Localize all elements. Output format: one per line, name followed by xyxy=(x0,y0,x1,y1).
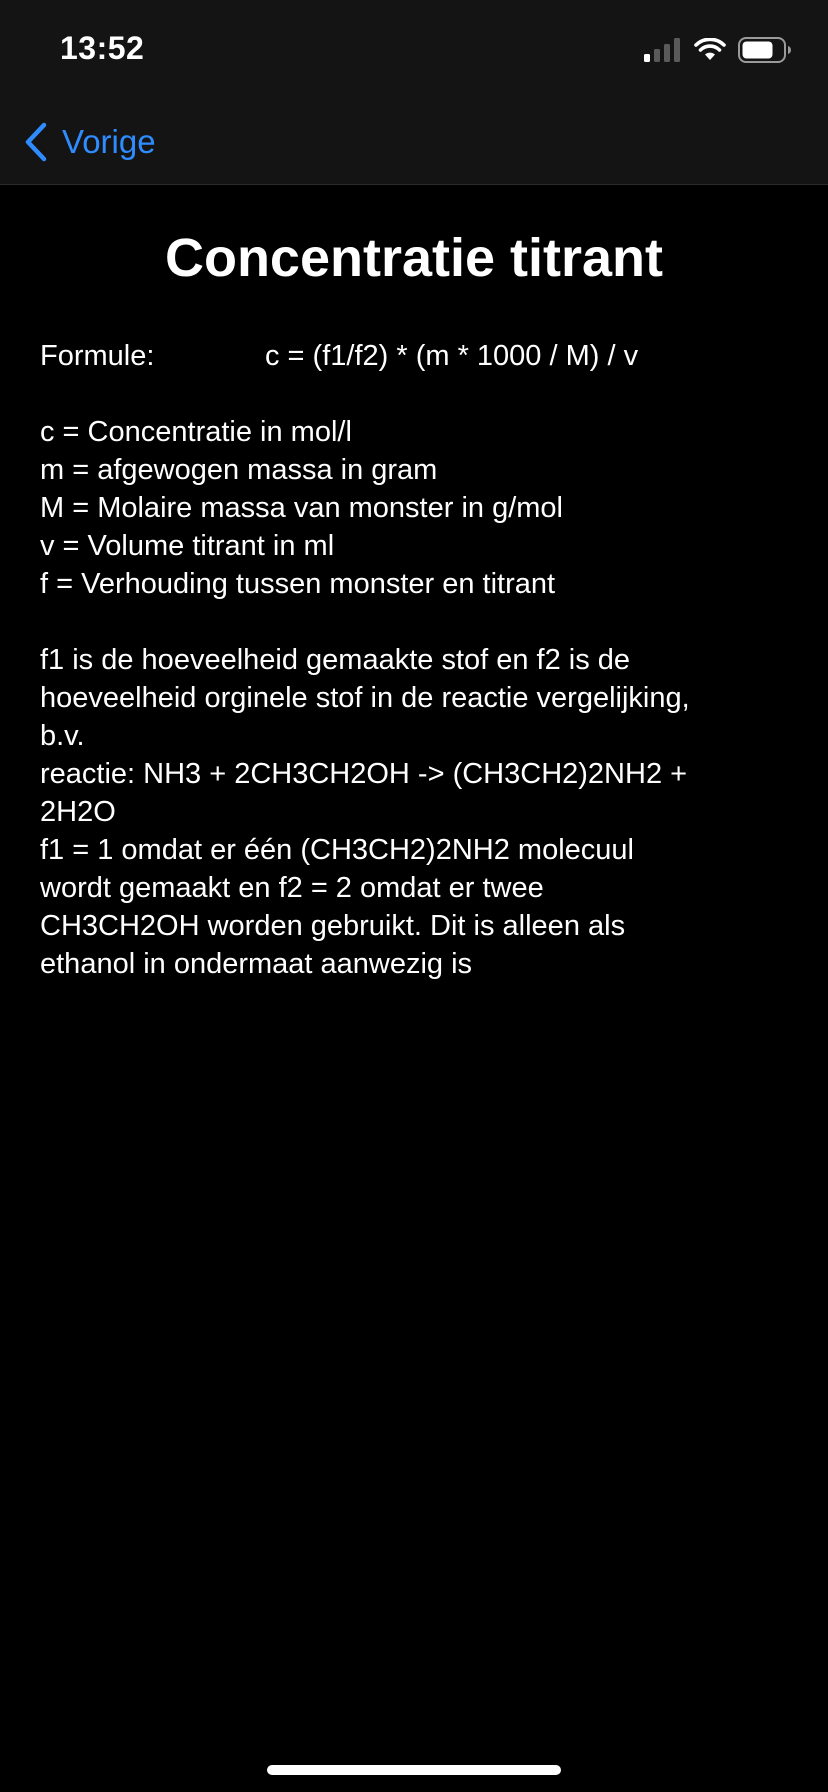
formula-text: c = (f1/f2) * (m * 1000 / M) / v xyxy=(265,340,639,372)
home-indicator[interactable] xyxy=(267,1765,561,1775)
navigation-bar xyxy=(0,100,828,185)
explanation-line: wordt gemaakt en f2 = 2 omdat er twee xyxy=(40,872,544,904)
formula-line xyxy=(40,337,800,375)
chevron-left-icon xyxy=(24,122,48,162)
explanation-line: 2H2O xyxy=(40,796,116,828)
status-time: 13:52 xyxy=(60,30,145,66)
variable-line: m = afgewogen massa in gram xyxy=(40,454,438,486)
explanation-line: ethanol in ondermaat aanwezig is xyxy=(40,948,473,980)
back-button-label: Vorige xyxy=(62,123,156,160)
status-icons xyxy=(644,36,792,64)
wifi-icon xyxy=(694,38,726,62)
explanation-line: reactie: NH3 + 2CH3CH2OH -> (CH3CH2)2NH2 + xyxy=(40,758,688,790)
variable-line: M = Molaire massa van monster in g/mol xyxy=(40,492,563,524)
formula-label: Formule: xyxy=(40,340,155,372)
explanation-line: b.v. xyxy=(40,720,85,752)
page-title: Concentratie titrant xyxy=(164,228,664,288)
variable-line: f = Verhouding tussen monster en titrant xyxy=(40,568,556,600)
battery-icon xyxy=(738,37,792,63)
variable-line: v = Volume titrant in ml xyxy=(40,530,335,562)
status-bar xyxy=(0,0,828,100)
explanation-line: f1 = 1 omdat er één (CH3CH2)2NH2 molecuul xyxy=(40,834,634,866)
explanation-line: hoeveelheid orginele stof in de reactie vergelijking, xyxy=(40,682,690,714)
back-button[interactable] xyxy=(24,118,156,166)
formula-description xyxy=(40,337,800,983)
spacer xyxy=(40,375,800,413)
spacer xyxy=(40,603,800,641)
variable-line: c = Concentratie in mol/l xyxy=(40,416,352,448)
explanation-line: CH3CH2OH worden gebruikt. Dit is alleen als xyxy=(40,910,626,942)
explanation-line: f1 is de hoeveelheid gemaakte stof en f2 is de xyxy=(40,644,631,676)
signal-icon xyxy=(644,38,680,62)
